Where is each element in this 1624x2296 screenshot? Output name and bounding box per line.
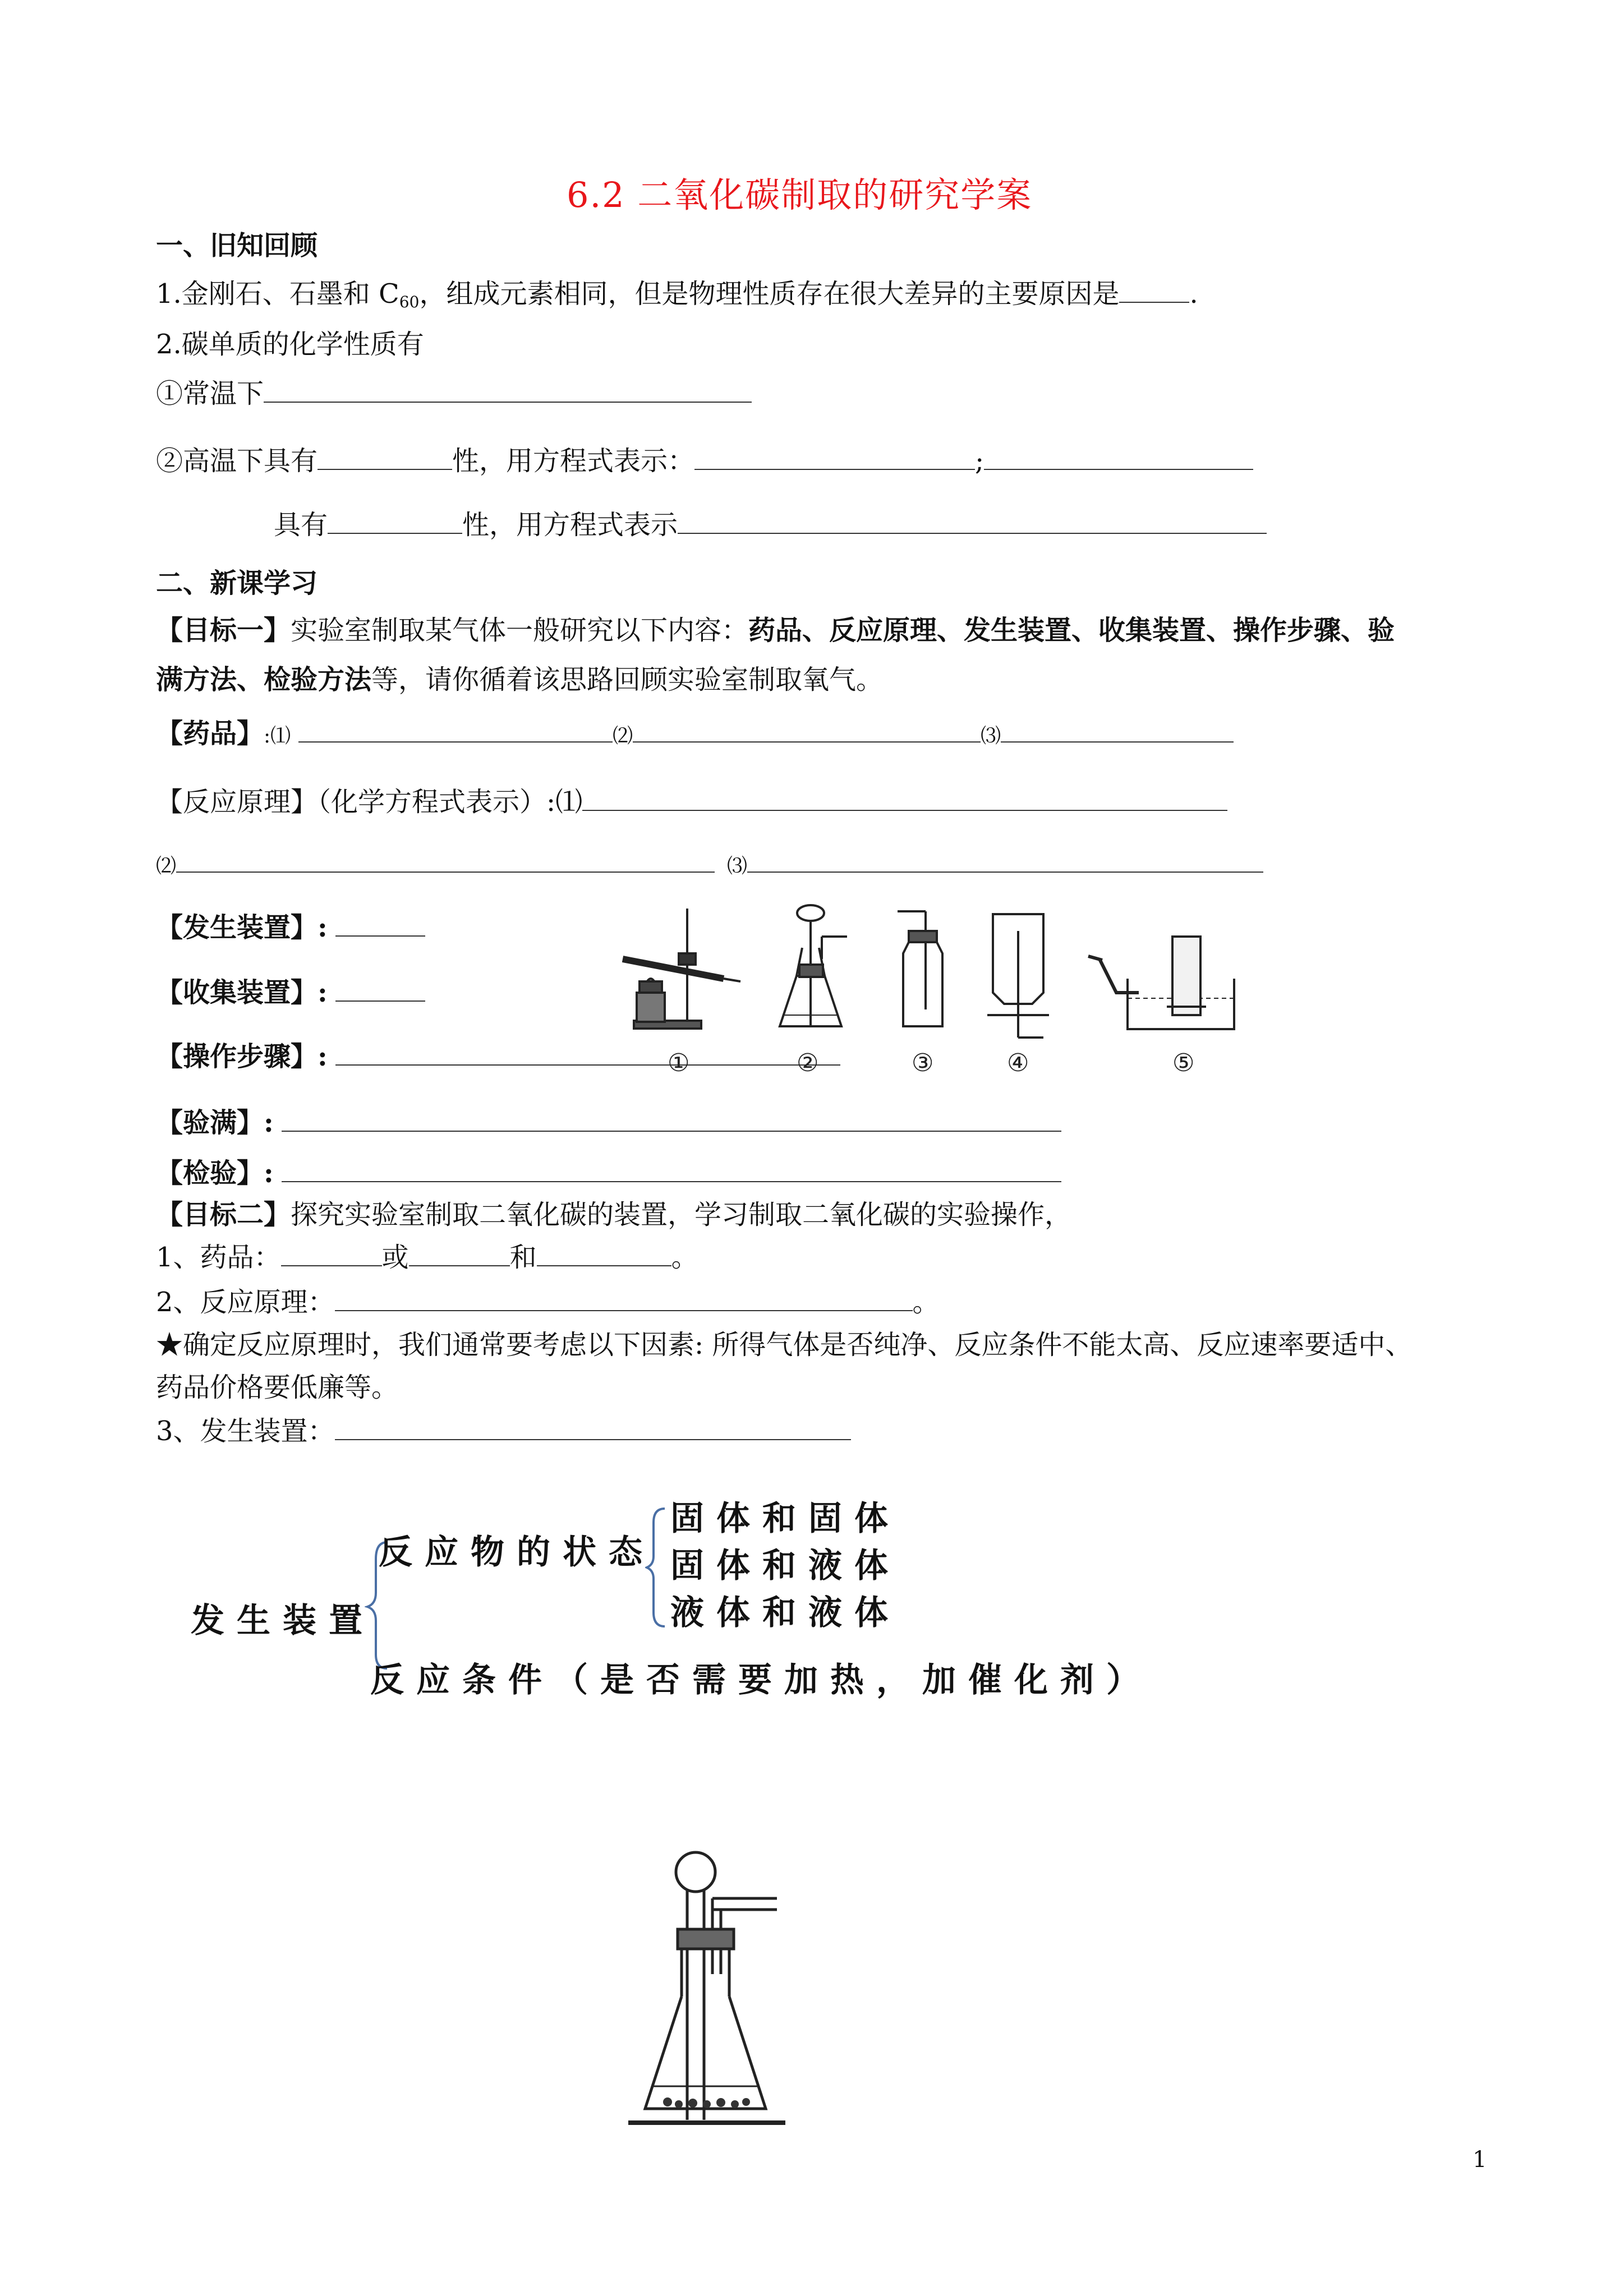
answer-blank[interactable] — [678, 508, 1267, 534]
question-2b — [156, 444, 1253, 478]
drugs-number-2: ⑵ — [613, 725, 633, 748]
question-2c-text: 具有 — [274, 509, 328, 541]
question-1-subscript: 60 — [399, 293, 420, 311]
question-1-end: . — [1189, 278, 1198, 310]
principle-number-2: ⑵ — [156, 855, 177, 878]
question-2a-text: ①常温下 — [156, 378, 264, 409]
generator-label: 【发生装置】 — [156, 912, 318, 943]
goal-1-line-1 — [156, 614, 1395, 647]
answer-blank[interactable] — [633, 717, 981, 743]
answer-blank[interactable] — [335, 1414, 851, 1440]
question-1-text-continued: ，组成元素相同，但是物理性质存在很大差异的主要原因是 — [419, 278, 1120, 310]
question-2b-text-continued: 性，用方程式表示： — [452, 445, 695, 477]
question-1-text: 1.金刚石、石墨和 C — [156, 278, 399, 310]
goal-1-text: 实验室制取某气体一般研究以下内容： — [291, 615, 749, 646]
answer-blank[interactable] — [282, 1106, 1061, 1132]
diagram-state-liquid-liquid: 液体和液体 — [670, 1593, 900, 1633]
oxygen-apparatus-figure — [611, 897, 1318, 1077]
diagram-branch-conditions: 反应条件（是否需要加热，加催化剂） — [370, 1661, 1152, 1700]
goal-2-q3-text: 3、发生装置： — [156, 1416, 335, 1447]
diagram-state-solid-liquid: 固体和液体 — [670, 1546, 900, 1585]
goal-1-keywords: 药品、反应原理、发生装置、收集装置、操作步骤、验 — [748, 615, 1395, 646]
diagram-state-solid-solid: 固体和固体 — [670, 1499, 900, 1538]
apparatus-label-2: ② — [797, 1049, 819, 1077]
inspection-label: 【检验】 — [156, 1158, 264, 1189]
colon: : — [264, 1107, 274, 1138]
question-2a — [156, 377, 752, 411]
inspection-line — [156, 1156, 1061, 1190]
answer-blank[interactable] — [582, 785, 1227, 811]
answer-blank[interactable] — [176, 847, 715, 873]
goal-2-q2-end: 。 — [912, 1287, 940, 1318]
collector-label: 【收集装置】 — [156, 977, 318, 1008]
answer-blank[interactable] — [282, 1156, 1061, 1182]
goal-2-label: 【目标二】 — [156, 1199, 291, 1230]
apparatus-3-bottle — [898, 911, 942, 1026]
answer-blank[interactable] — [747, 847, 1263, 873]
section-heading-new-lesson: 二、新课学习 — [156, 568, 318, 599]
goal-2-q1-end: 。 — [671, 1242, 698, 1273]
goal-2-q1-text: 1、药品： — [156, 1242, 281, 1273]
apparatus-5-water-trough — [1088, 937, 1234, 1029]
drugs-label: 【药品】 — [156, 718, 264, 749]
goal-2-text: 探究实验室制取二氧化碳的装置，学习制取二氧化碳的实验操作， — [291, 1199, 1072, 1230]
question-2b-text: ②高温下具有 — [156, 445, 318, 477]
generator-line — [156, 911, 425, 944]
answer-blank[interactable] — [298, 717, 613, 743]
colon: : — [318, 1041, 328, 1072]
question-2: 2.碳单质的化学性质有 — [156, 329, 424, 360]
principle-label: 【反应原理】 — [156, 786, 318, 818]
apparatus-1-heating — [623, 909, 740, 1029]
goal-2-question-1 — [156, 1241, 698, 1274]
section-heading-review: 一、旧知回顾 — [156, 230, 318, 261]
answer-blank[interactable] — [694, 444, 975, 470]
principle-line-1 — [156, 785, 1227, 819]
apparatus-label-3: ③ — [912, 1049, 934, 1077]
diagram-branch-state: 反应物的状态 — [379, 1533, 655, 1572]
answer-blank[interactable] — [984, 444, 1253, 470]
colon: : — [318, 912, 328, 943]
page-number: 1 — [1473, 2147, 1487, 2173]
goal-1-line-2 — [156, 663, 883, 697]
star-note-line-1: ★确定反应原理时，我们通常要考虑以下因素: 所得气体是否纯净、反应条件不能太高、反应速率要适中、 — [156, 1329, 1413, 1361]
colon: : — [318, 977, 328, 1008]
drugs-number-3: ⑶ — [981, 725, 1001, 748]
diagram-brace-state — [645, 1503, 673, 1632]
diagram-root: 发生装置 — [191, 1601, 375, 1640]
answer-blank[interactable] — [264, 377, 752, 403]
answer-blank[interactable] — [318, 444, 452, 470]
goal-2-question-2 — [156, 1285, 940, 1319]
apparatus-label-4: ④ — [1007, 1049, 1029, 1077]
question-2b-separator: ; — [975, 445, 984, 477]
goal-2-q1-and: 和 — [509, 1242, 537, 1273]
co2-generator-apparatus-figure — [628, 1845, 797, 2137]
goal-1-text-continued: 等，请你循着该思路回顾实验室制取氧气。 — [371, 664, 884, 695]
answer-blank[interactable] — [1119, 277, 1189, 303]
apparatus-4-inverted-bottle — [987, 914, 1049, 1038]
answer-blank[interactable] — [335, 911, 425, 937]
page-title: 6.2 二氧化碳制取的研究学案 — [567, 174, 1033, 215]
full-check-label: 【验满】 — [156, 1107, 264, 1138]
answer-blank[interactable] — [281, 1241, 382, 1266]
answer-blank[interactable] — [1001, 717, 1234, 743]
goal-1-label: 【目标一】 — [156, 615, 291, 646]
goal-2-question-3 — [156, 1414, 851, 1448]
collector-line — [156, 976, 425, 1009]
goal-2-line — [156, 1198, 1071, 1232]
answer-blank[interactable] — [409, 1241, 510, 1266]
colon: : — [264, 1158, 274, 1189]
principle-text: （化学方程式表示）:⑴ — [318, 786, 583, 818]
principle-number-3: ⑶ — [727, 855, 748, 878]
apparatus-2-flask — [780, 905, 847, 1026]
goal-2-q1-or: 或 — [381, 1242, 409, 1273]
answer-blank[interactable] — [335, 1285, 913, 1311]
apparatus-label-1: ① — [668, 1049, 690, 1077]
marble-chips — [663, 2097, 750, 2108]
star-note-line-2: 药品价格要低廉等。 — [156, 1372, 399, 1403]
operations-label: 【操作步骤】 — [156, 1041, 318, 1072]
answer-blank[interactable] — [328, 508, 462, 534]
full-check-line — [156, 1106, 1061, 1140]
question-2c-text-continued: 性，用方程式表示 — [462, 509, 678, 541]
answer-blank[interactable] — [335, 976, 425, 1002]
question-2c — [274, 508, 1267, 542]
principle-line-2 — [156, 847, 1263, 883]
answer-blank[interactable] — [537, 1241, 671, 1266]
goal-1-keywords-continued: 满方法、检验方法 — [156, 664, 372, 695]
apparatus-label-5: ⑤ — [1172, 1049, 1195, 1077]
drugs-line — [156, 717, 1234, 753]
drugs-number-1: :⑴ — [264, 725, 291, 748]
question-1 — [156, 277, 1198, 319]
goal-2-q2-text: 2、反应原理： — [156, 1287, 335, 1318]
